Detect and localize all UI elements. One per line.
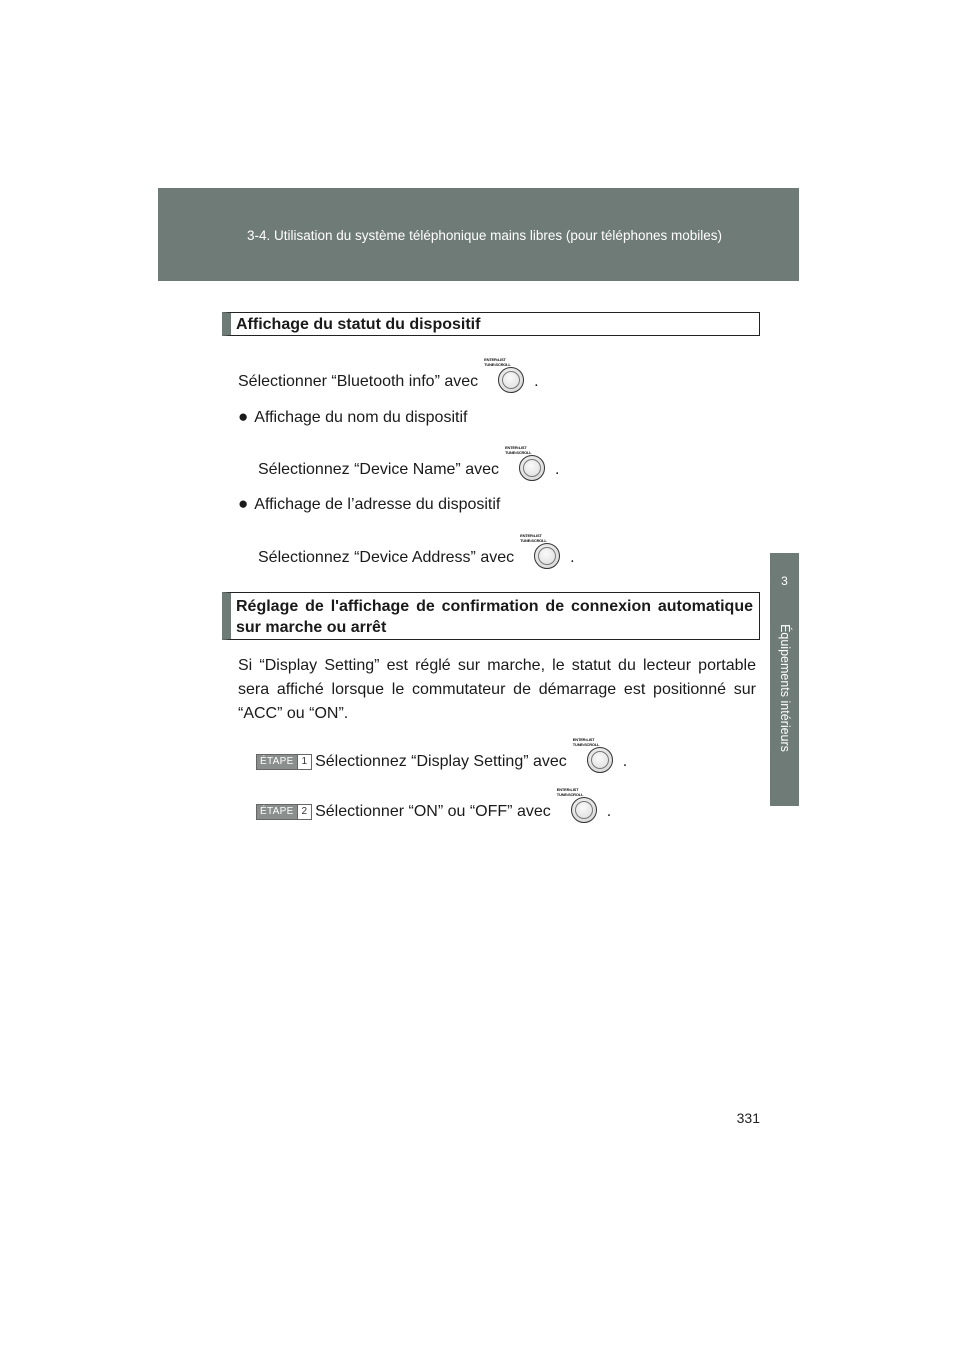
instruction-text: Sélectionnez “Device Address” avec xyxy=(258,549,515,567)
instruction-bluetooth-info xyxy=(238,357,539,392)
instruction-end: . xyxy=(555,461,560,479)
bullet-title: Affichage du nom du dispositif xyxy=(254,409,468,426)
enter-list-knob-icon xyxy=(557,788,607,824)
section-heading-device-status: Affichage du statut du dispositif xyxy=(222,312,760,336)
step-1 xyxy=(256,737,628,772)
bullet-title: Affichage de l’adresse du dispositif xyxy=(254,496,501,513)
bullet-icon: ● xyxy=(238,407,249,426)
knob-caption: ENTER•LIST TUNE•SCROLL xyxy=(556,787,584,797)
knob-caption: ENTER•LIST TUNE•SCROLL xyxy=(520,533,547,543)
instruction-device-name xyxy=(258,445,560,480)
bullet-device-address xyxy=(238,494,500,515)
knob-caption: ENTER•LIST TUNE•SCROLL xyxy=(505,445,532,455)
instruction-end: . xyxy=(534,373,539,391)
step-badge: ÉTAPE 2 xyxy=(256,804,312,820)
section-heading-auto-connect-display: Réglage de l'affichage de confirmation de connexion automatique sur marche ou arrêt xyxy=(222,592,760,640)
chapter-header-title: 3-4. Utilisation du système téléphonique mains libres (pour téléphones mobiles) xyxy=(247,228,722,243)
bullet-icon: ● xyxy=(238,494,249,513)
step-2 xyxy=(256,787,612,822)
step-end: . xyxy=(622,753,628,771)
chapter-label: Équipements intérieurs xyxy=(778,624,792,752)
instruction-text: Sélectionner “Bluetooth info” avec xyxy=(238,373,479,391)
bullet-device-name xyxy=(238,407,467,428)
page-number: 331 xyxy=(736,1110,760,1126)
enter-list-knob-icon xyxy=(520,534,570,570)
step-end: . xyxy=(606,803,612,821)
enter-list-knob-icon xyxy=(505,446,555,482)
instruction-text: Sélectionnez “Device Name” avec xyxy=(258,461,499,479)
step-text: Sélectionnez “Display Setting” avec xyxy=(315,753,567,771)
knob-caption: ENTER•LIST TUNE•SCROLL xyxy=(484,357,511,367)
enter-list-knob-icon xyxy=(484,358,534,394)
knob-caption: ENTER•LIST TUNE•SCROLL xyxy=(572,737,600,747)
step-badge: ÉTAPE 1 xyxy=(256,754,312,770)
chapter-number: 3 xyxy=(781,574,788,588)
step-text: Sélectionner “ON” ou “OFF” avec xyxy=(315,803,551,821)
display-setting-paragraph: Si “Display Setting” est réglé sur marche, le statut du lecteur portable sera affiché lorsque le commutateur de démarrage est positionné sur “ACC” ou “ON”. xyxy=(238,657,756,722)
instruction-device-address xyxy=(258,533,575,568)
instruction-end: . xyxy=(570,549,575,567)
enter-list-knob-icon xyxy=(573,738,623,774)
